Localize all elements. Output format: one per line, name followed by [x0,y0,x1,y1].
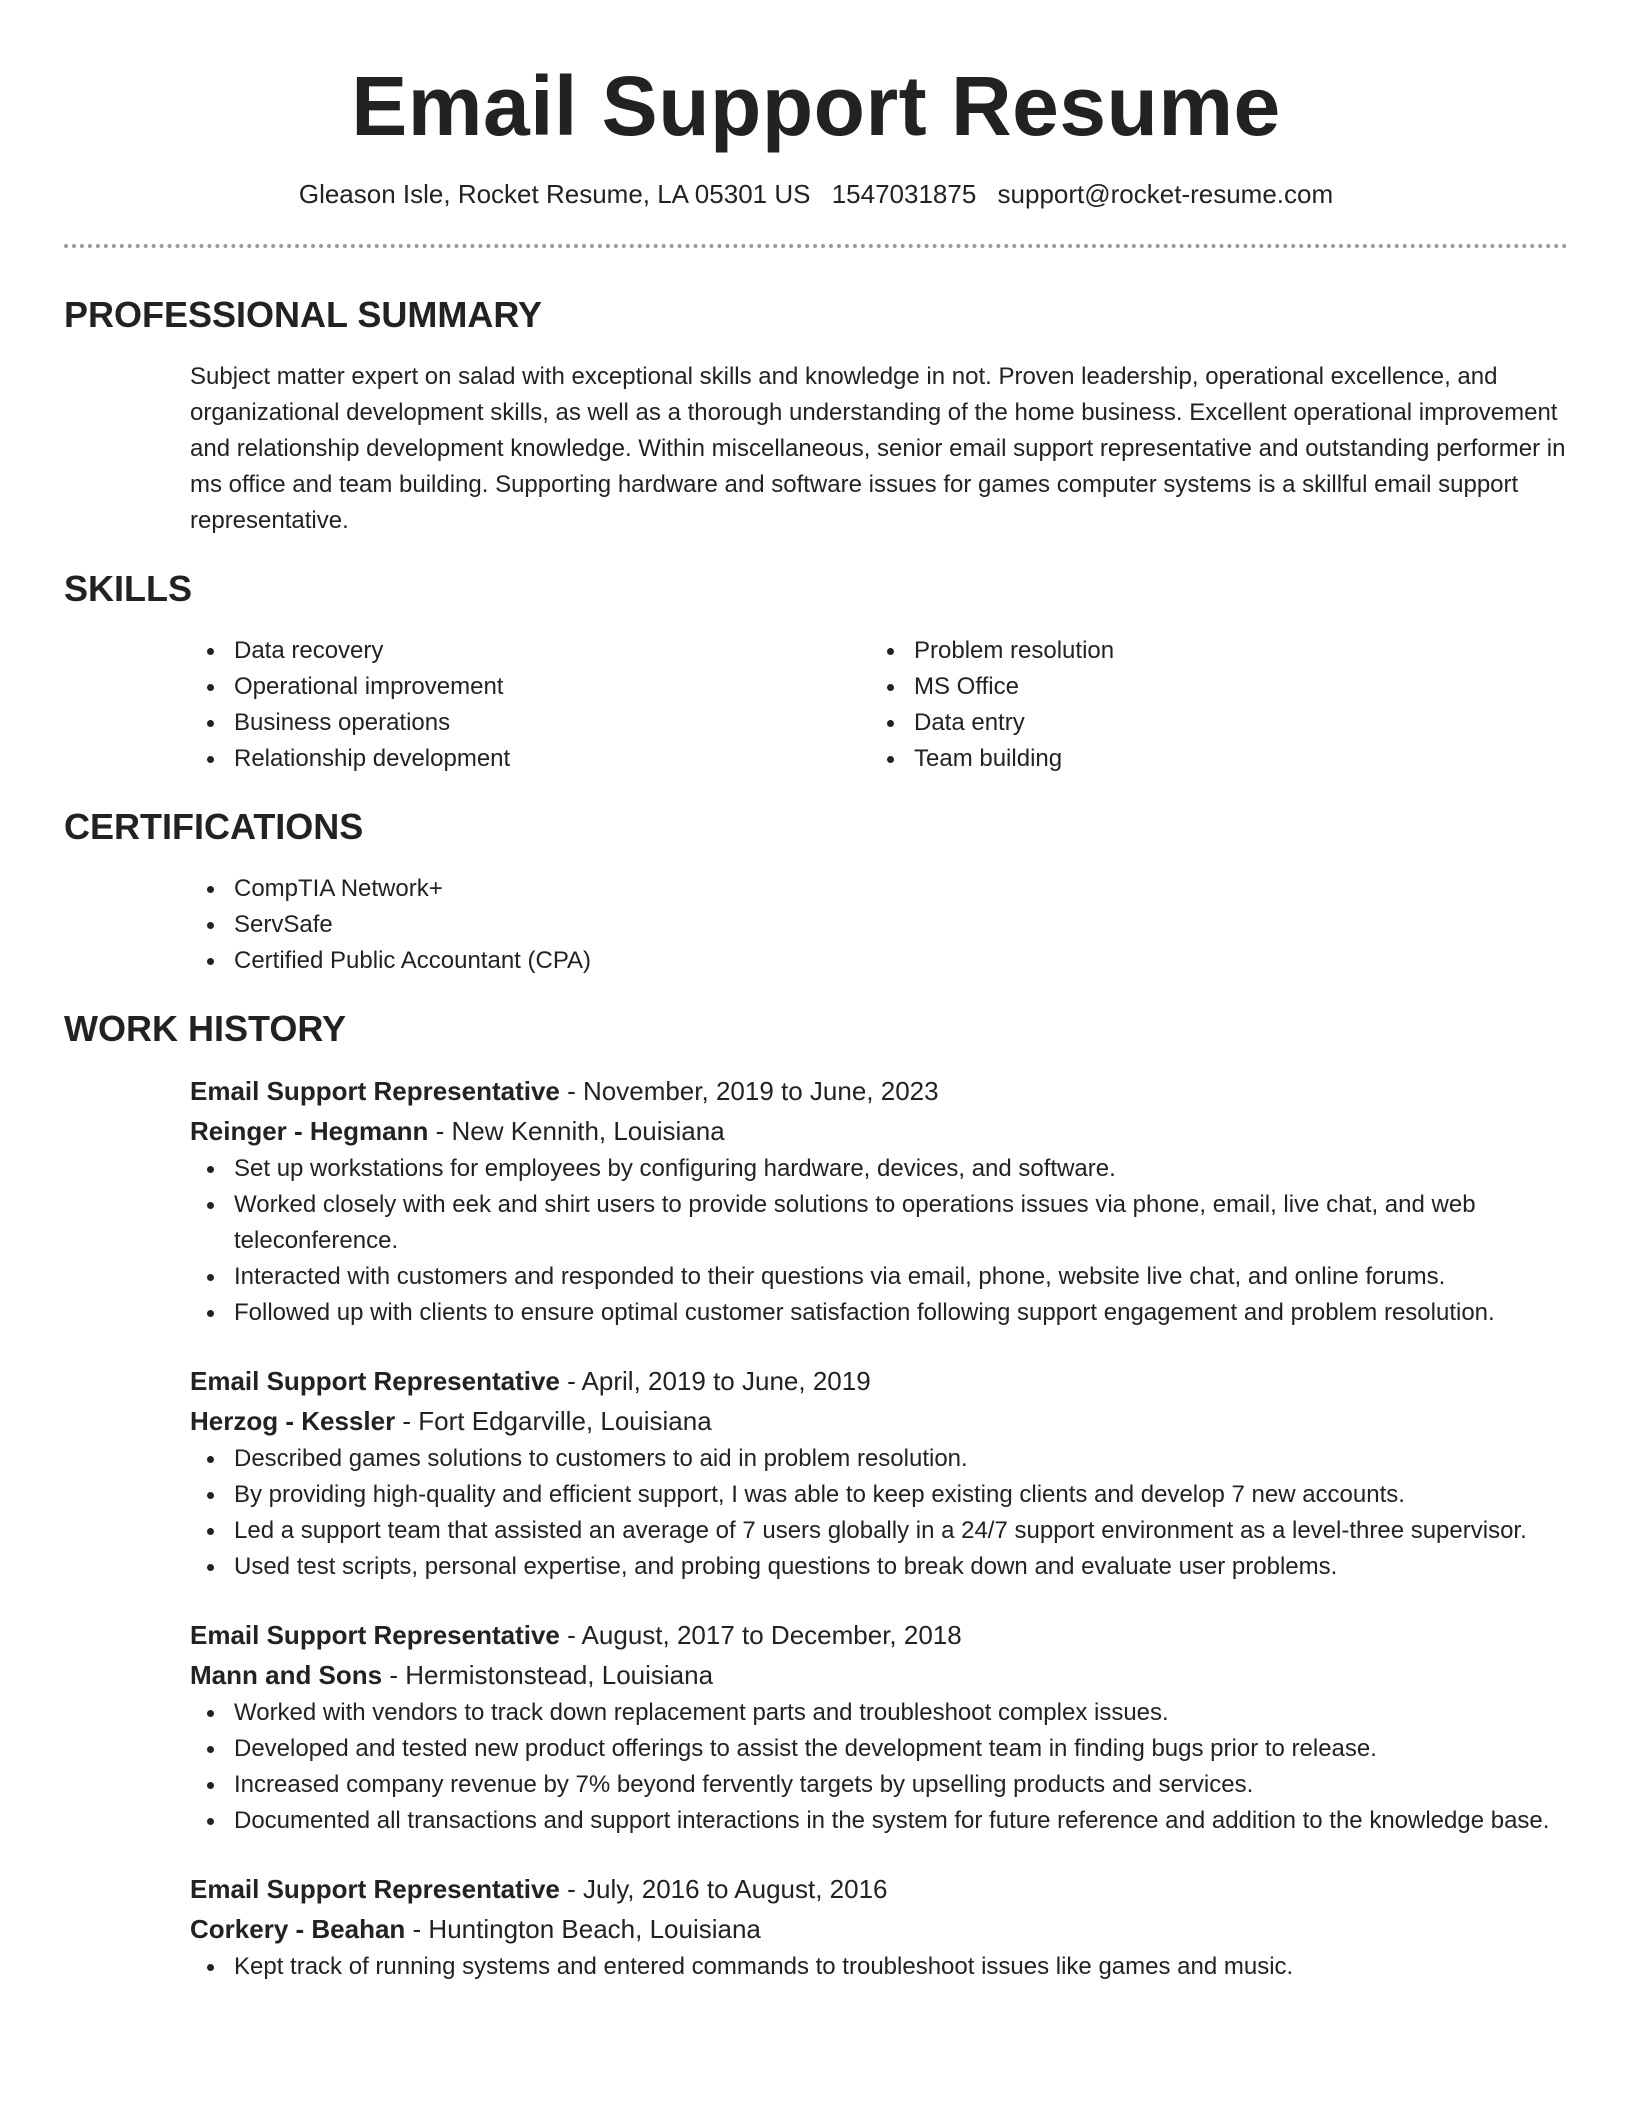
job-company-line [190,1655,1568,1695]
job-title-line [190,1361,1568,1401]
certification-item: Certified Public Accountant (CPA) [190,943,1568,979]
contact-phone: 1547031875 [831,179,977,209]
skill-item: MS Office [870,669,1550,705]
contact-line [64,178,1568,210]
job-entry [190,1869,1568,1985]
job-bullet: Described games solutions to customers to aid in problem resolution. [190,1441,1568,1477]
certification-item: ServSafe [190,907,1568,943]
job-entry [190,1071,1568,1331]
job-bullets [190,1949,1568,1985]
header-divider [64,244,1568,248]
skills-heading: SKILLS [64,568,193,609]
job-entry [190,1361,1568,1585]
job-dates: - November, 2019 to June, 2023 [559,1076,939,1106]
job-bullet: Used test scripts, personal expertise, and probing questions to break down and evaluate user problems. [190,1549,1568,1585]
job-location: - Hermistonstead, Louisiana [382,1660,714,1690]
skill-item: Business operations [190,705,870,741]
job-company: Corkery - Beahan [190,1914,406,1944]
job-company-line [190,1909,1568,1949]
job-bullet: Documented all transactions and support interactions in the system for future reference and addition to the knowledge base. [190,1803,1568,1839]
certifications-heading: CERTIFICATIONS [64,806,364,847]
contact-address: Gleason Isle, Rocket Resume, LA 05301 US [298,179,811,209]
job-bullet: Worked with vendors to track down replacement parts and troubleshoot complex issues. [190,1695,1568,1731]
job-bullet: Developed and tested new product offerings to assist the development team in finding bugs prior to release. [190,1731,1568,1767]
skill-item: Data entry [870,705,1550,741]
job-company-line [190,1401,1568,1441]
job-location: - New Kennith, Louisiana [428,1116,725,1146]
job-entry [190,1615,1568,1839]
skills-grid [190,633,1568,777]
skills-list-right [870,633,1550,777]
certifications-list [190,871,1568,979]
skill-item: Operational improvement [190,669,870,705]
job-bullet: Worked closely with eek and shirt users to provide solutions to operations issues via phone, email, live chat, and web teleconference. [190,1187,1568,1259]
job-bullet: By providing high-quality and efficient support, I was able to keep existing clients and develop 7 new accounts. [190,1477,1568,1513]
skills-list-left [190,633,870,777]
job-bullet: Interacted with customers and responded to their questions via email, phone, website live chat, and online forums. [190,1259,1568,1295]
job-title: Email Support Representative [190,1620,560,1650]
job-bullet: Set up workstations for employees by configuring hardware, devices, and software. [190,1151,1568,1187]
job-title: Email Support Representative [190,1076,560,1106]
job-title-line [190,1071,1568,1111]
skills-column-right [870,633,1550,777]
job-title-line [190,1869,1568,1909]
skill-item: Team building [870,741,1550,777]
job-bullets [190,1151,1568,1331]
job-bullets [190,1695,1568,1839]
skill-item: Data recovery [190,633,870,669]
job-company: Herzog - Kessler [190,1406,396,1436]
job-dates: - July, 2016 to August, 2016 [559,1874,888,1904]
job-title: Email Support Representative [190,1366,560,1396]
job-bullet: Led a support team that assisted an average of 7 users globally in a 24/7 support environment as a level-three supervisor. [190,1513,1568,1549]
job-company: Reinger - Hegmann [190,1116,429,1146]
summary-text: Subject matter expert on salad with exceptional skills and knowledge in not. Proven leadership, operational excellence, and organizational development skills, as well as a thorough understanding of the home business. Excellent operational improvement and relationship development knowledge. Within miscellaneous, senior email support representative and outstanding performer in ms office and team building. Supporting hardware and software issues for games computer systems is a skillful email support representative. [190,363,1566,534]
job-bullet: Followed up with clients to ensure optimal customer satisfaction following support engagement and problem resolution. [190,1295,1568,1331]
job-bullet: Increased company revenue by 7% beyond fervently targets by upselling products and services. [190,1767,1568,1803]
job-dates: - April, 2019 to June, 2019 [559,1366,871,1396]
contact-email: support@rocket-resume.com [997,179,1334,209]
summary-heading: PROFESSIONAL SUMMARY [64,294,543,335]
job-title: Email Support Representative [190,1874,560,1904]
job-bullet: Kept track of running systems and entered commands to troubleshoot issues like games and music. [190,1949,1568,1985]
certification-item: CompTIA Network+ [190,871,1568,907]
work-history-heading: WORK HISTORY [64,1008,347,1049]
job-location: - Huntington Beach, Louisiana [405,1914,761,1944]
resume-page [64,0,1568,1985]
job-company-line [190,1111,1568,1151]
resume-title: Email Support Resume [351,59,1281,153]
job-bullets [190,1441,1568,1585]
job-title-line [190,1615,1568,1655]
job-company: Mann and Sons [190,1660,383,1690]
skill-item: Relationship development [190,741,870,777]
certifications-bullets [190,871,1568,979]
skill-item: Problem resolution [870,633,1550,669]
job-dates: - August, 2017 to December, 2018 [559,1620,962,1650]
job-location: - Fort Edgarville, Louisiana [395,1406,712,1436]
skills-column-left [190,633,870,777]
